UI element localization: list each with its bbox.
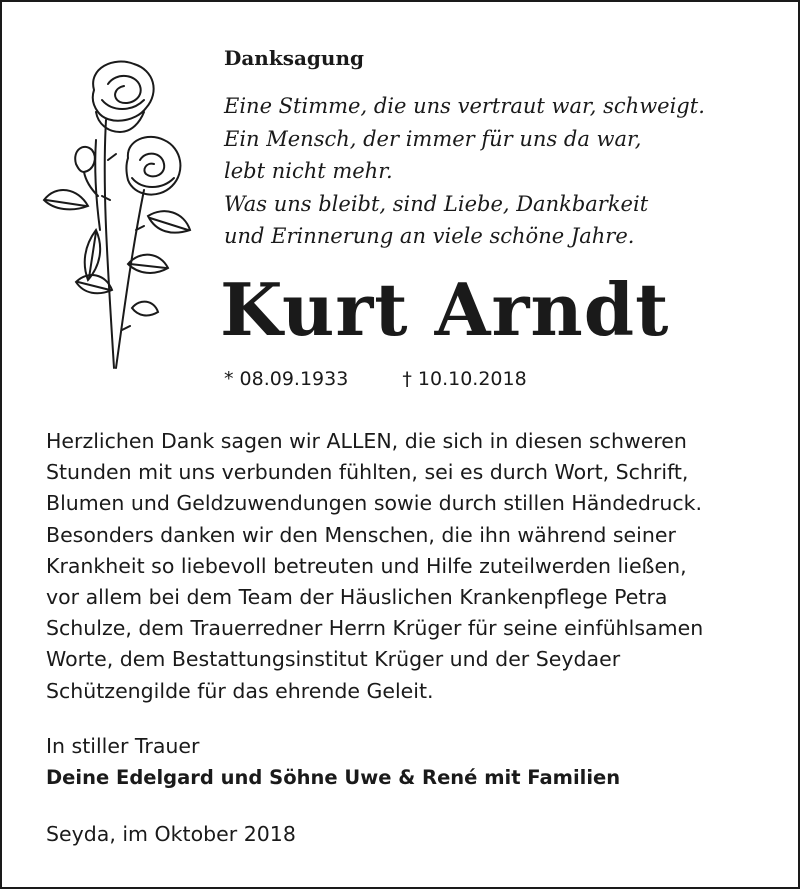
paragraph-line: Schulze, dem Trauerredner Herrn Krüger für seine einfühlsamen (46, 616, 704, 641)
place-date: Seyda, im Oktober 2018 (46, 822, 296, 846)
family-signature: Deine Edelgard und Söhne Uwe & René mit Familien (46, 766, 621, 789)
paragraph-line: Schützengilde für das ehrende Geleit. (46, 678, 434, 703)
heading-danksagung: Danksagung (224, 46, 364, 70)
thanks-paragraph (46, 426, 703, 707)
paragraph-line: Blumen und Geldzuwendungen sowie durch stillen Händedruck. (46, 491, 703, 516)
mourning-line: In stiller Trauer (46, 734, 200, 758)
rose-icon (36, 50, 196, 372)
paragraph-line: Stunden mit uns verbunden fühlten, sei es durch Wort, Schrift, (46, 460, 689, 485)
death-date: † 10.10.2018 (402, 368, 527, 390)
poem-line: Was uns bleibt, sind Liebe, Dankbarkeit (224, 191, 649, 216)
paragraph-line: Worte, dem Bestattungsinstitut Krüger und der Seydaer (46, 647, 621, 672)
poem-line: und Erinnerung an viele schöne Jahre. (224, 224, 635, 248)
poem-line: Eine Stimme, die uns vertraut war, schweigt. (224, 94, 705, 118)
birth-date: * 08.09.1933 (224, 368, 349, 390)
paragraph-line: Herzlichen Dank sagen wir ALLEN, die sich in diesen schweren (46, 429, 687, 453)
paragraph-line: vor allem bei dem Team der Häuslichen Krankenpflege Petra (46, 585, 668, 610)
poem (224, 90, 705, 253)
life-dates (224, 368, 527, 390)
poem-line: lebt nicht mehr. (224, 159, 393, 183)
deceased-name: Kurt Arndt (220, 267, 670, 352)
poem-line: Ein Mensch, der immer für uns da war, (224, 126, 642, 151)
paragraph-line: Krankheit so liebevoll betreuten und Hilfe zuteilwerden ließen, (46, 553, 687, 578)
paragraph-line: Besonders danken wir den Menschen, die ihn während seiner (46, 522, 676, 547)
